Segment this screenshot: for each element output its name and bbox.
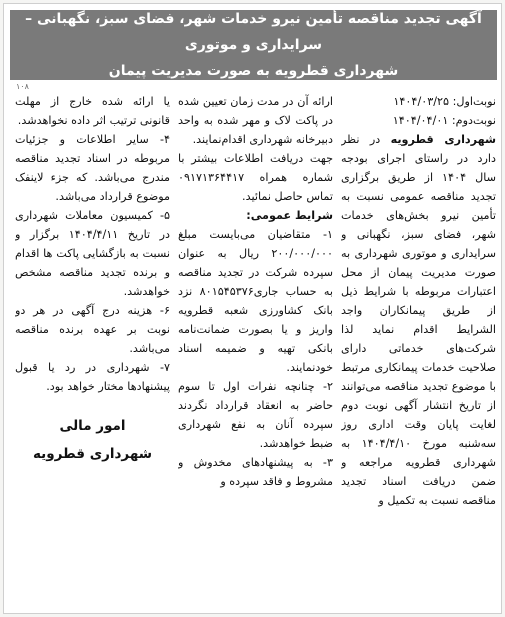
condition-4: ۴- سایر اطلاعات و جزئیات مربوطه در اسناد تجدید مناقصه مندرج می‌باشد. که جزء لاینفک موضوع قرارداد می‌باشد. <box>15 133 170 203</box>
condition-7: ۷- شهرداری در رد یا قبول پیشنهادها مختار خواهد بود. <box>15 361 170 393</box>
publish-date-2: نوبت‌دوم: ۱۴۰۴/۰۴/۰۱ <box>392 114 496 127</box>
condition-3: ۳- به پیشنهادهای مخدوش و مشروط و فاقد سپرده و <box>178 456 333 488</box>
condition-2: ۲- چنانچه نفرات اول تا سوم حاضر به انعقاد قرارداد نگردند سپرده آنان به نفع شهرداری ضبط خواهدشد. <box>178 380 333 450</box>
contact-text: جهت دریافت اطلاعات بیشتر با شماره همراه ۰۹۱۷۱۳۶۴۴۱۷ تماس حاصل نمائید. <box>178 152 333 203</box>
column-left <box>15 92 170 612</box>
notice-header <box>10 10 497 80</box>
condition-6: ۶- هزینه درج آگهی در هر دو نوبت بر عهده برنده مناقصه می‌باشد. <box>15 304 170 355</box>
condition-3-continued: یا ارائه شده خارج از مهلت قانونی ترتیب اثر داده نخواهدشد. <box>15 95 170 127</box>
notice-subtitle: شهرداری قطرویه به صورت مدیریت پیمان <box>108 63 399 79</box>
column-middle <box>178 92 333 612</box>
intro-paragraph <box>341 130 496 510</box>
municipality-name: شهرداری قطرویه <box>390 133 496 146</box>
signature-municipality: شهرداری قطرویه <box>32 446 153 462</box>
notice-body <box>14 92 496 612</box>
intro-text: در نظر دارد در راستای اجرای بودجه سال ۱۴۰۴ از طریق برگزاری تجدید مناقصه عمومی نسبت به تأمین نیرو بخش‌های خدمات شهر، فضای سبز، نگهبانی و سرایداری و موتوری شهرداری به صورت مدیریت پیمان از محل اعتبارات مربوطه با شرایط ذیل از طریق پیمانکاران واجد الشرایط اقدام نماید لذا شرکت‌های خدماتی دارای صلاحیت خدمات پیمانکاری مرتبط با موضوع تجدید مناقصه می‌توانند از تاریخ انتشار آگهی نوبت دوم لغایت پایان وقت اداری روز سه‌شنبه مورخ ۱۴۰۴/۴/۱۰ به شهرداری قطرویه مراجعه و ضمن دریافت اسناد تجدید مناقصه نسبت به تکمیل و <box>341 133 496 507</box>
publish-date-1: نوبت‌اول: ۱۴۰۴/۰۳/۲۵ <box>393 95 496 108</box>
tender-notice <box>3 3 502 614</box>
conditions-title: شرایط عمومی: <box>246 209 333 222</box>
condition-1: ۱- متقاضیان می‌بایست مبلغ ۲۰۰/۰۰۰/۰۰۰ ریال به عنوان سپرده شرکت در تجدید مناقصه به حساب جاری۸۰۱۵۴۵۳۷۶ نزد بانک کشاورزی شعبه قطرویه واریز و یا بصورت ضمانت‌نامه بانکی تهیه و ضمیمه اسناد خودنمایند. <box>178 228 333 374</box>
column-right <box>341 92 496 612</box>
signature-block <box>15 412 170 468</box>
notice-title: آگهی تجدید مناقصه تأمین نیرو خدمات شهر، فضای سبز، نگهبانی – سرایداری و موتوری <box>25 11 482 53</box>
signature-department: امور مالی <box>59 418 126 434</box>
notice-code: ۱۰۸ <box>16 82 29 91</box>
submission-text: ارائه آن در مدت زمان تعیین شده در پاکت لاک و مهر شده به واحد دبیرخانه شهرداری اقدام‌نمایند. <box>178 95 333 146</box>
condition-5: ۵- کمیسیون معاملات شهرداری در تاریخ ۱۴۰۴/۴/۱۱ برگزار و نسبت به بازگشایی پاکت ها اقدام و برنده تجدید مناقصه مشخص خواهدشد. <box>15 209 170 298</box>
